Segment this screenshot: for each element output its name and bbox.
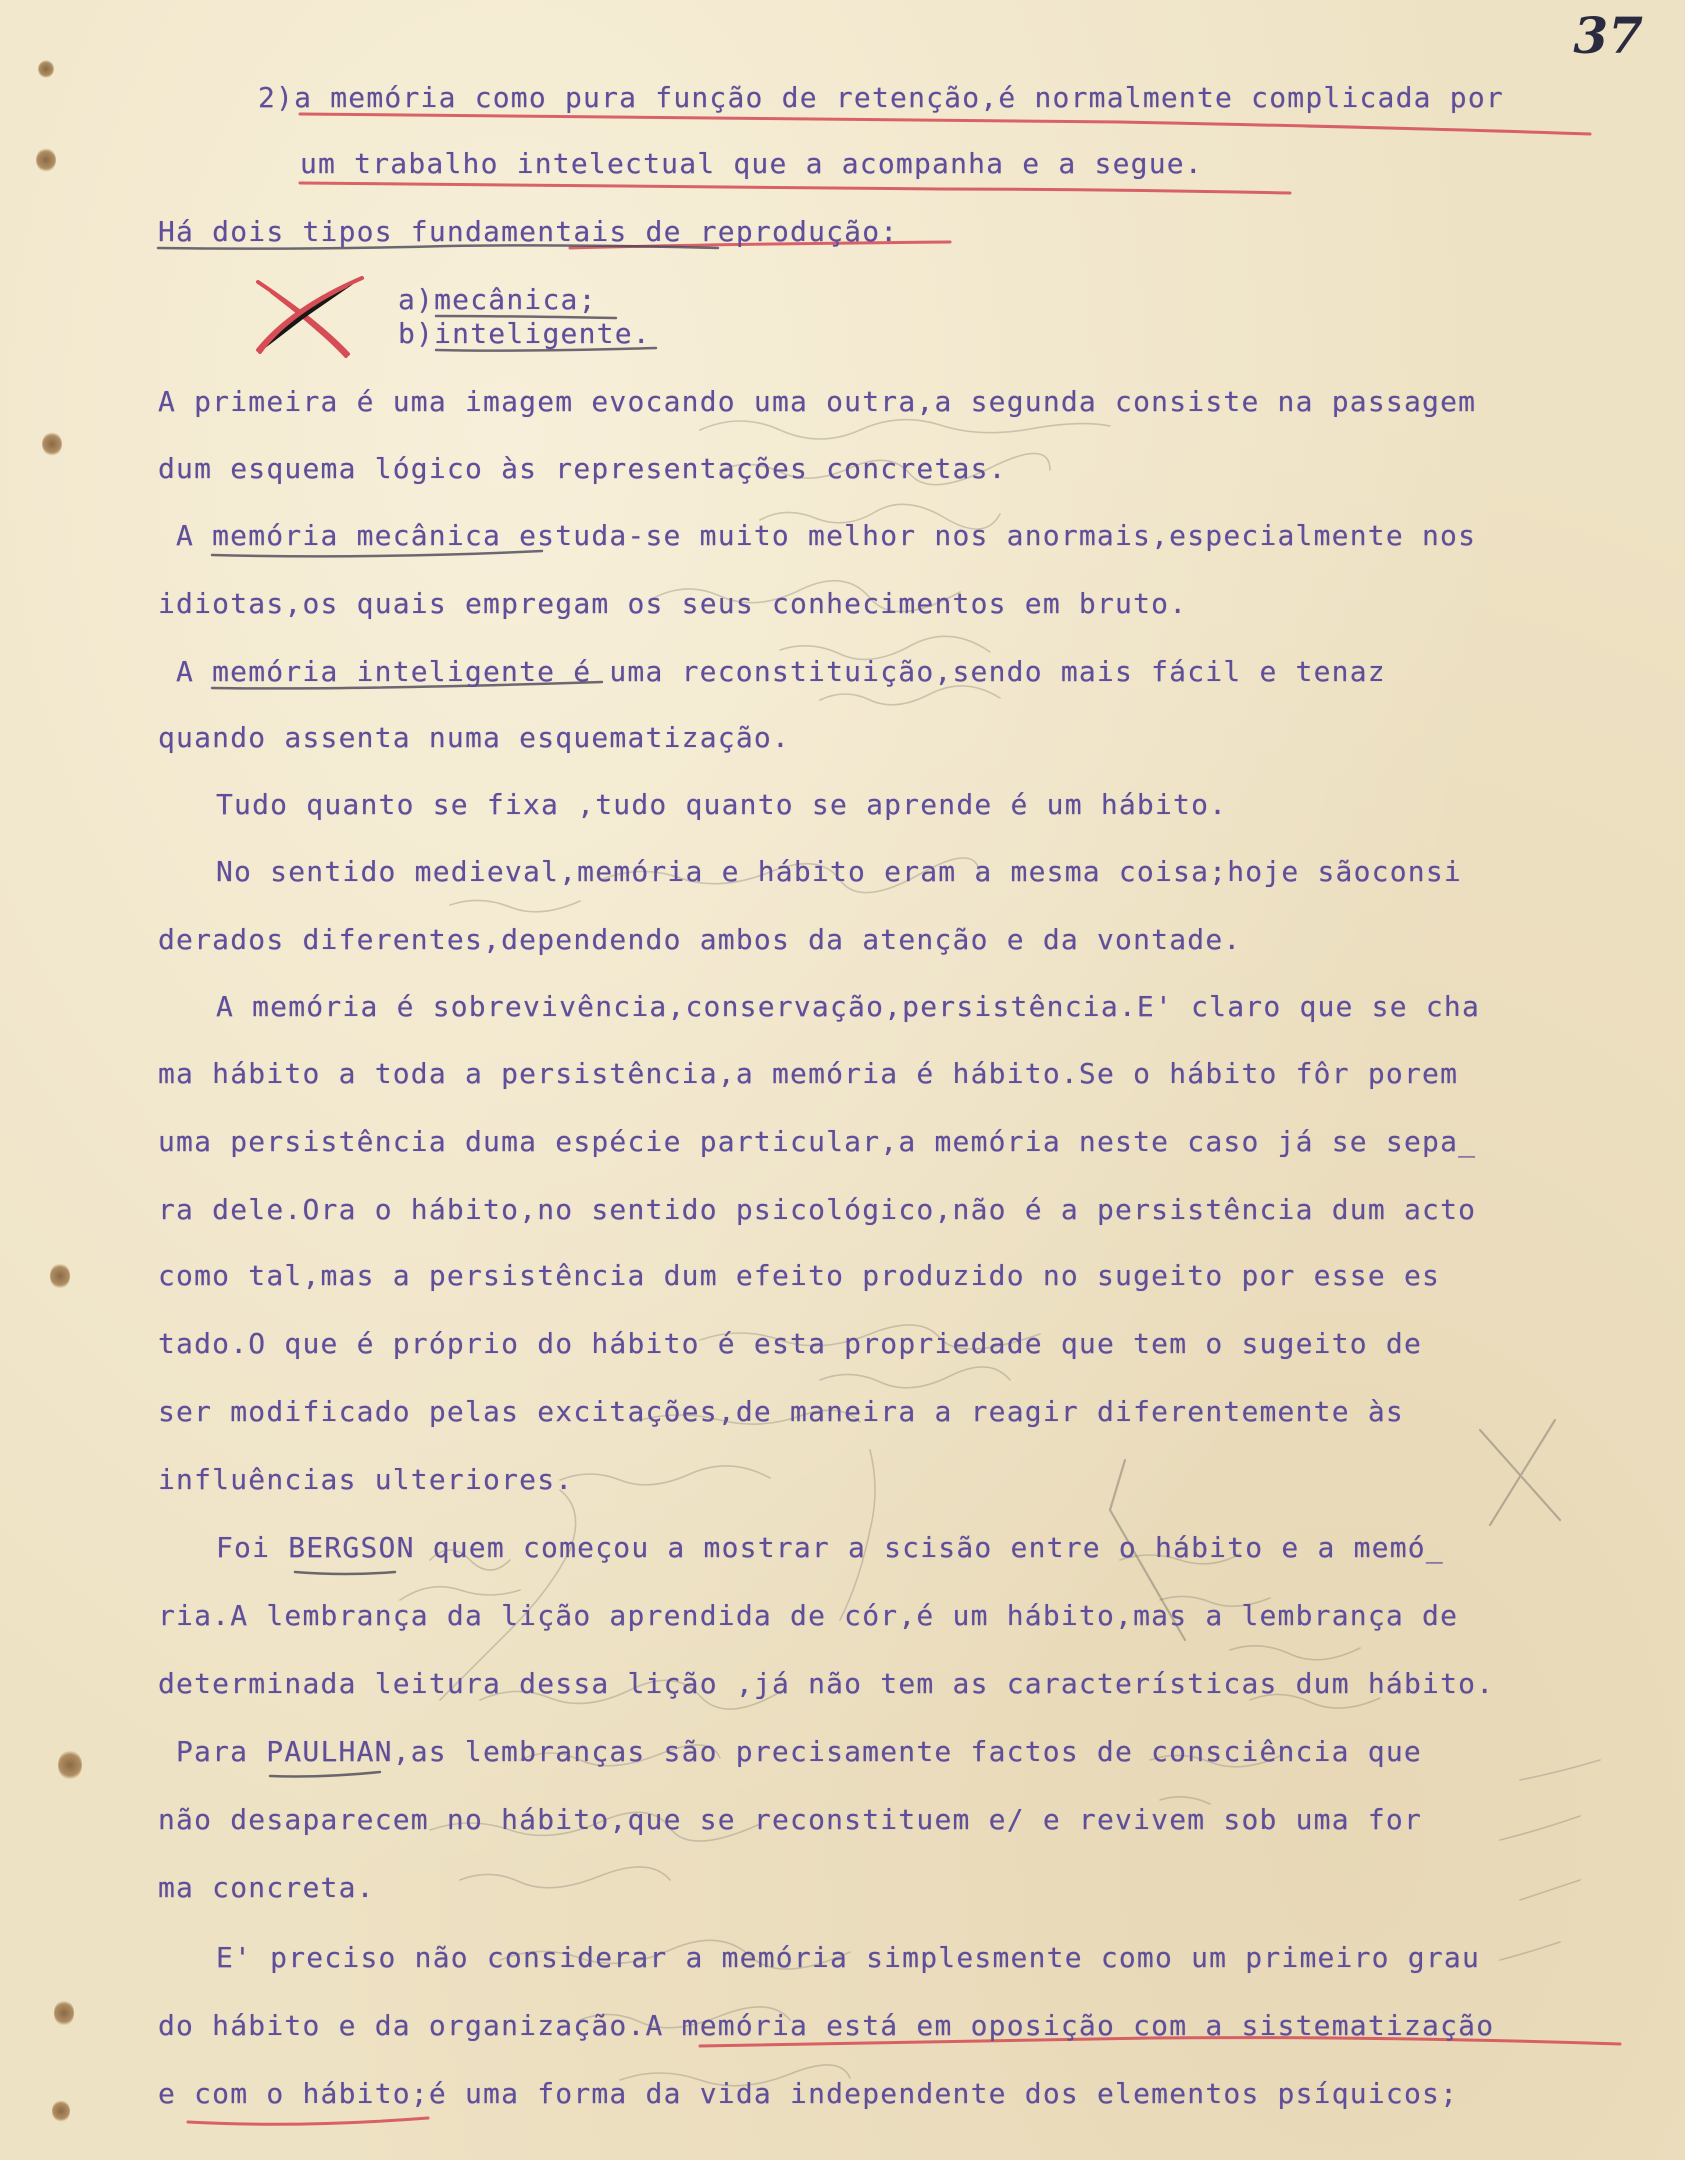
text-line: Foi BERGSON quem começou a mostrar a scisão entre o hábito e a memó_ [216, 1531, 1444, 1564]
text-line: não desaparecem no hábito,que se reconstituem e/ e revivem sob uma for [158, 1803, 1423, 1836]
text-line: uma persistência duma espécie particular,a memória neste caso já se sepa_ [158, 1125, 1477, 1158]
page-number: 37 [1573, 6, 1643, 65]
text-line: como tal,mas a persistência dum efeito produzido no sugeito por esse es [158, 1259, 1441, 1292]
text-line: ser modificado pelas excitações,de maneira a reagir diferentemente às [158, 1395, 1404, 1428]
text-line: ra dele.Ora o hábito,no sentido psicológico,não é a persistência dum acto [158, 1193, 1477, 1226]
text-line: do hábito e da organização.A memória está em oposição com a sistematização [158, 2009, 1495, 2042]
text-line: E' preciso não considerar a memória simplesmente como um primeiro grau [216, 1941, 1481, 1974]
text-line: A memória mecânica estuda-se muito melhor nos anormais,especialmente nos [176, 519, 1477, 552]
text-line: influências ulteriores. [158, 1463, 574, 1496]
text-line: 2)a memória como pura função de retenção,é normalmente complicada por [258, 81, 1504, 114]
section-heading: Há dois tipos fundamentais de reprodução: [158, 215, 899, 248]
list-item: a)mecânica; [398, 283, 597, 316]
text-line: No sentido medieval,memória e hábito eram a mesma coisa;hoje sãoconsi [216, 855, 1462, 888]
list-item: b)inteligente. [398, 317, 651, 350]
text-line: idiotas,os quais empregam os seus conhecimentos em bruto. [158, 587, 1188, 620]
text-line: dum esquema lógico às representações concretas. [158, 452, 1007, 485]
text-line: Para PAULHAN,as lembranças são precisamente factos de consciência que [176, 1735, 1422, 1768]
text-line: A memória inteligente é uma reconstituição,sendo mais fácil e tenaz [176, 655, 1386, 688]
text-line: Tudo quanto se fixa ,tudo quanto se aprende é um hábito. [216, 788, 1228, 821]
text-line: ma concreta. [158, 1871, 375, 1904]
text-line: ria.A lembrança da lição aprendida de cór,é um hábito,mas a lembrança de [158, 1599, 1459, 1632]
text-line: A memória é sobrevivência,conservação,persistência.E' claro que se cha [216, 990, 1481, 1023]
text-line: ma hábito a toda a persistência,a memória é hábito.Se o hábito fôr porem [158, 1057, 1459, 1090]
text-line: quando assenta numa esquematização. [158, 721, 791, 754]
text-line: determinada leitura dessa lição ,já não tem as características dum hábito. [158, 1667, 1495, 1700]
text-line: derados diferentes,dependendo ambos da atenção e da vontade. [158, 923, 1242, 956]
text-line: tado.O que é próprio do hábito é esta propriedade que tem o sugeito de [158, 1327, 1423, 1360]
text-line: e com o hábito;é uma forma da vida independente dos elementos psíquicos; [158, 2077, 1459, 2110]
text-line: A primeira é uma imagem evocando uma outra,a segunda consiste na passagem [158, 385, 1477, 418]
text-line: um trabalho intelectual que a acompanha e a segue. [300, 147, 1203, 180]
